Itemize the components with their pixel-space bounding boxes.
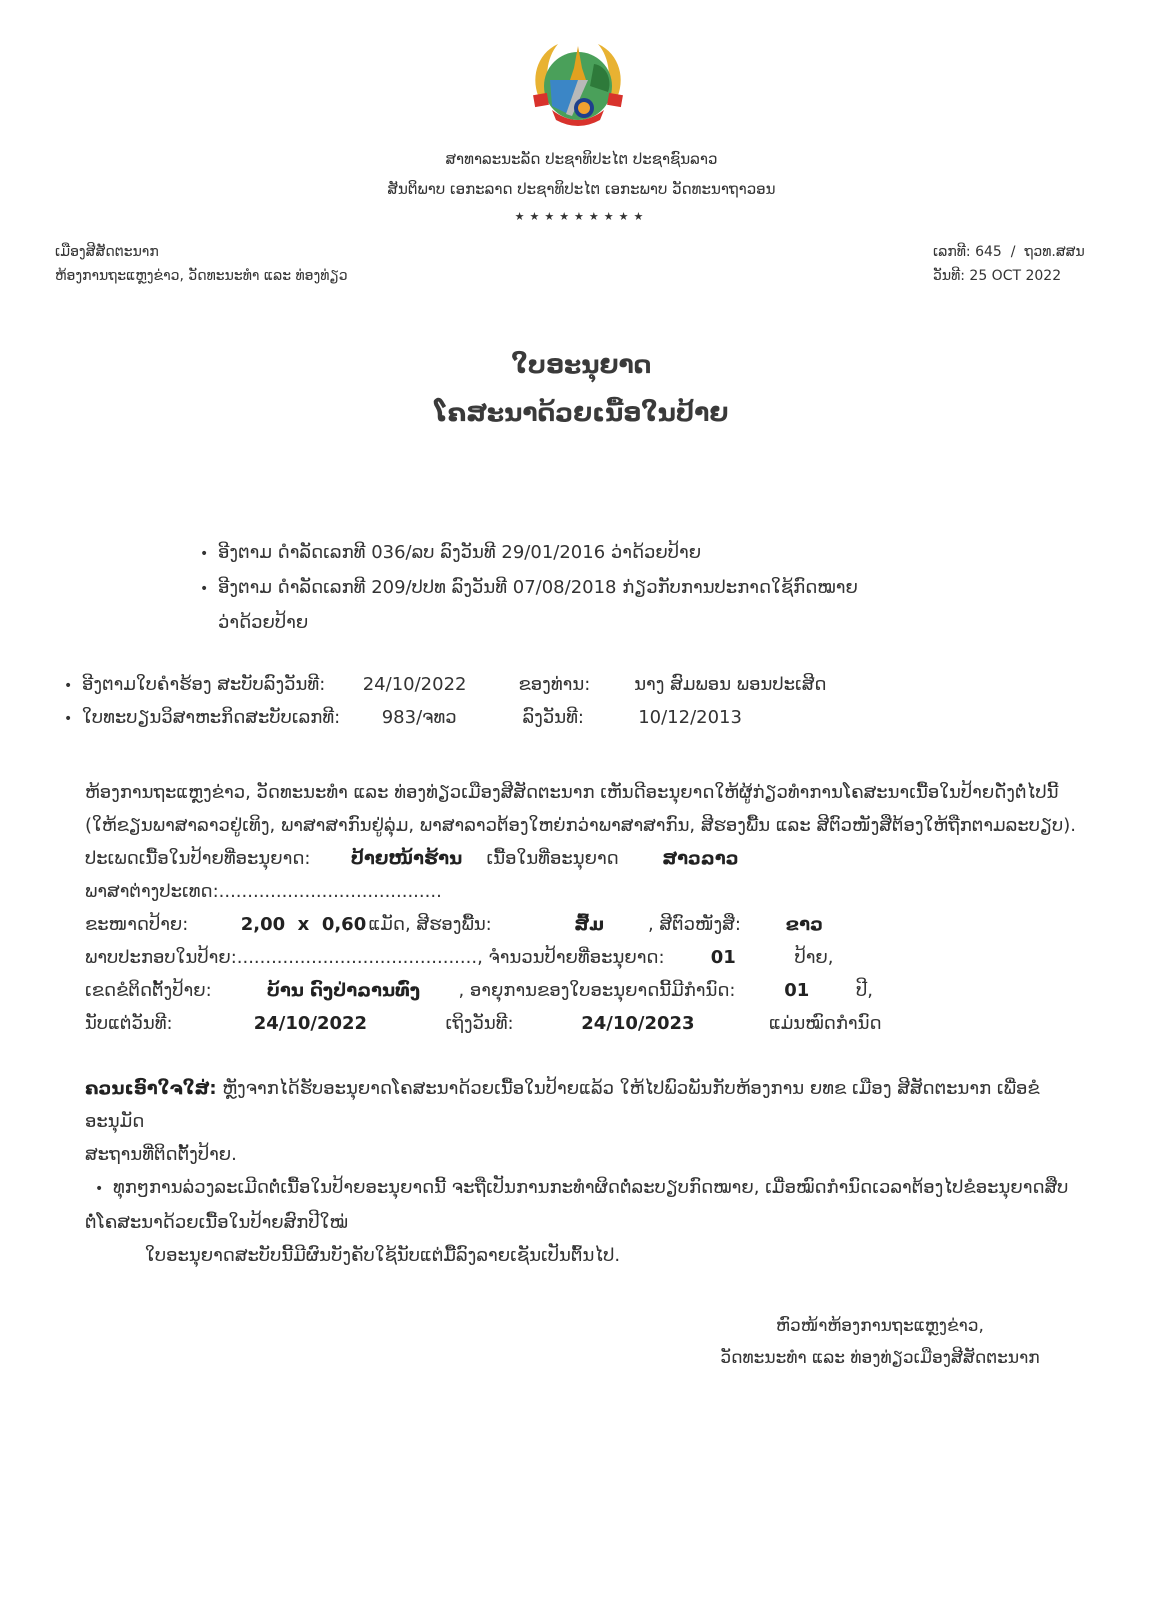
text-color-label: , ສີຕົວໜັງສື:	[647, 914, 741, 935]
notice-bullet: • ທຸກໆການລ່ວງລະເມີດຕໍ່ເນື້ອໃນປ້າຍອະນຸຍາດນີ້ ຈະຖືເປັນການກະທຳຜິດຕໍ່ລະບຽບກົດໝາຍ, ເມື່ອໝົດກຳນົດເວລາຕ້ອງໄປຂໍອະນຸຍາດສືບ	[85, 1171, 1095, 1206]
signature-office: ວັດທະນະທຳ ແລະ ທ່ອງທ່ຽວເມືອງສີສັດຕະນາກ	[720, 1348, 1040, 1368]
country-name: ສາທາລະນະລັດ ປະຊາທິປະໄຕ ປະຊາຊົນລາວ	[445, 150, 718, 168]
validity-value: 01	[784, 980, 810, 1001]
applicant-name: ນາງ ສົມພອນ ພອນປະເສີດ	[634, 674, 827, 695]
issuer-district: ເມືອງສີສັດຕະນາກ	[55, 244, 159, 260]
issuer-office: ຫ້ອງການຖະແຫຼງຂ່າວ, ວັດທະນະທຳ ແລະ ທ່ອງທ່ຽວ	[55, 268, 348, 284]
effective-clause: ໃບອະນຸຍາດສະບັບນີ້ມີຜົນບັງຄັບໃຊ້ນັບແຕ່ມື້ລົງລາຍເຊັນເປັນຕົ້ນໄປ.	[145, 1245, 621, 1266]
legal-basis-list	[200, 536, 858, 639]
size-value: 2,00 x 0,60	[240, 914, 367, 935]
applicant-label: ຂອງທ່ານ:	[518, 674, 591, 695]
reference-number	[933, 244, 1085, 260]
request-date: 24/10/2022	[362, 674, 467, 695]
notice-line	[85, 1072, 1095, 1138]
enterprise-date: 10/12/2013	[638, 707, 742, 728]
notice-section	[85, 1072, 1095, 1272]
location-row	[85, 974, 1095, 1007]
enterprise-number: 983/ຈທວ	[381, 707, 457, 728]
notice-text: ຫຼັງຈາກໄດ້ຮັບອະນຸຍາດໂຄສະນາດ້ວຍເນື້ອໃນປ້າຍແລ້ວ ໃຫ້ໄປພົວພັນກັບຫ້ອງການ ຍທຂ ເມືອງ ສີສັດຕະນາກ ເພື່ອຂໍອະນຸມັດ	[85, 1078, 1040, 1132]
sign-type-label: ປະເພດເນື້ອໃນປ້າຍທີ່ອະນຸຍາດ:	[85, 848, 311, 869]
document-title: ໃບອະນຸຍາດ	[511, 350, 652, 379]
national-motto: ສັນຕິພາບ ເອກະລາດ ປະຊາທິປະໄຕ ເອກະພາບ ວັດທະນາຖາວອນ	[387, 180, 776, 198]
from-label: ນັບແຕ່ວັນທີ:	[85, 1013, 173, 1034]
location-value: ບ້ານ ດົງປ່າລານທົ່ງ	[266, 980, 421, 1001]
validity-unit: ປີ,	[855, 980, 873, 1001]
legal-basis-item: • ອີງຕາມ ດຳລັດເລກທີ 209/ປປທ ລົງວັນທີ 07/08/2018 ກ່ຽວກັບການປະກາດໃຊ້ກົດໝາຍ	[200, 571, 858, 606]
signature-title: ຫົວໜ້າຫ້ອງການຖະແຫຼງຂ່າວ,	[776, 1316, 984, 1336]
enterprise-label: • ໃບທະບຽນວິສາຫະກິດສະບັບເລກທີ:	[64, 701, 374, 736]
reference-date-value: 25 OCT 2022	[969, 268, 1062, 284]
notice-label: ຄວນເອົາໃຈໃສ່:	[85, 1078, 217, 1099]
notice-bullet-cont: ຕໍ່ໂຄສະນາດ້ວຍເນື້ອໃນປ້າຍສົກປີໃໝ່	[85, 1212, 348, 1233]
date-range-row	[85, 1007, 1095, 1040]
application-row	[64, 668, 826, 703]
reference-date-label: ວັນທີ:	[933, 268, 965, 284]
document-subtitle: ໂຄສະນາດ້ວຍເນື້ອໃນປ້າຍ	[434, 398, 729, 427]
content-label: ເນື້ອໃນທີ່ອະນຸຍາດ	[486, 848, 619, 869]
legal-basis-item: • ອີງຕາມ ດຳລັດເລກທີ 036/ລບ ລົງວັນທີ 29/01/2016 ວ່າດ້ວຍປ້າຍ	[200, 536, 858, 571]
end-label: ແມ່ນໝົດກຳນົດ	[768, 1013, 882, 1034]
to-label: ເຖິງວັນທີ:	[445, 1013, 514, 1034]
request-label: • ອີງຕາມໃບຄຳຮ້ອງ ສະບັບລົງວັນທີ:	[64, 668, 329, 703]
image-label: ພາບປະກອບໃນປ້າຍ:.........................................., ຈຳນວນປ້າຍທີ່ອະນຸຍາດ:	[85, 947, 665, 968]
notice-text-cont: ສະຖານທີ່ຕິດຕັ້ງປ້າຍ.	[85, 1144, 237, 1165]
count-unit: ປ້າຍ,	[794, 947, 834, 968]
validity-label: , ອາຍຸການຂອງໃບອະນຸຍາດນີ້ມີກຳນົດ:	[458, 980, 736, 1001]
size-label: ຂະໜາດປ້າຍ:	[85, 914, 189, 935]
bg-color-value: ສົ້ມ	[574, 914, 605, 935]
lao-national-emblem-icon	[528, 40, 628, 128]
reference-number-label: ເລກທີ:	[933, 244, 971, 260]
stars-divider: ★★★★★★★★★	[514, 210, 649, 223]
body-intro: ຫ້ອງການຖະແຫຼງຂ່າວ, ວັດທະນະທຳ ແລະ ທ່ອງທ່ຽວເມືອງສີສັດຕະນາກ ເຫັນດີອະນຸຍາດໃຫ້ຜູ້ກ່ຽວທຳການໂຄສະນາເນື້ອໃນປ້າຍດັ່ງຕໍ່ໄປນີ້	[85, 782, 1059, 803]
from-date: 24/10/2022	[253, 1013, 368, 1034]
foreign-language: ພາສາຕ່າງປະເທດ:.......................................	[85, 881, 442, 902]
reference-date	[933, 268, 1061, 284]
sign-type-value: ປ້າຍໜ້າຮ້ານ	[350, 848, 463, 869]
count-row	[85, 941, 1095, 974]
legal-basis-item-cont: ວ່າດ້ວຍປ້າຍ	[218, 612, 309, 633]
size-row	[85, 908, 1095, 941]
content-value: ສາວລາວ	[662, 848, 739, 869]
to-date: 24/10/2023	[581, 1013, 695, 1034]
sign-type-row	[85, 842, 1095, 875]
body-instructions: (ໃຫ້ຂຽນພາສາລາວຢູ່ເທິງ, ພາສາສາກົນຢູ່ລຸ່ມ, ພາສາລາວຕ້ອງໃຫຍ່ກວ່າພາສາສາກົນ, ສີຮອງພື້ນ ແລະ ສີຕົວໜັງສືຕ້ອງໃຫ້ຖືກຕາມລະບຽບ).	[85, 815, 1076, 836]
permit-body	[85, 776, 1095, 1040]
size-unit-bg-label: ແມັດ, ສີຮອງພື້ນ:	[368, 914, 492, 935]
enterprise-row	[64, 701, 742, 736]
enterprise-date-label: ລົງວັນທີ:	[522, 707, 584, 728]
reference-number-value: 645 / ຖວທ.ສສນ	[975, 244, 1085, 260]
count-value: 01	[710, 947, 736, 968]
text-color-value: ຂາວ	[785, 914, 823, 935]
location-label: ເຂດຂໍຕິດຕັ້ງປ້າຍ:	[85, 980, 212, 1001]
